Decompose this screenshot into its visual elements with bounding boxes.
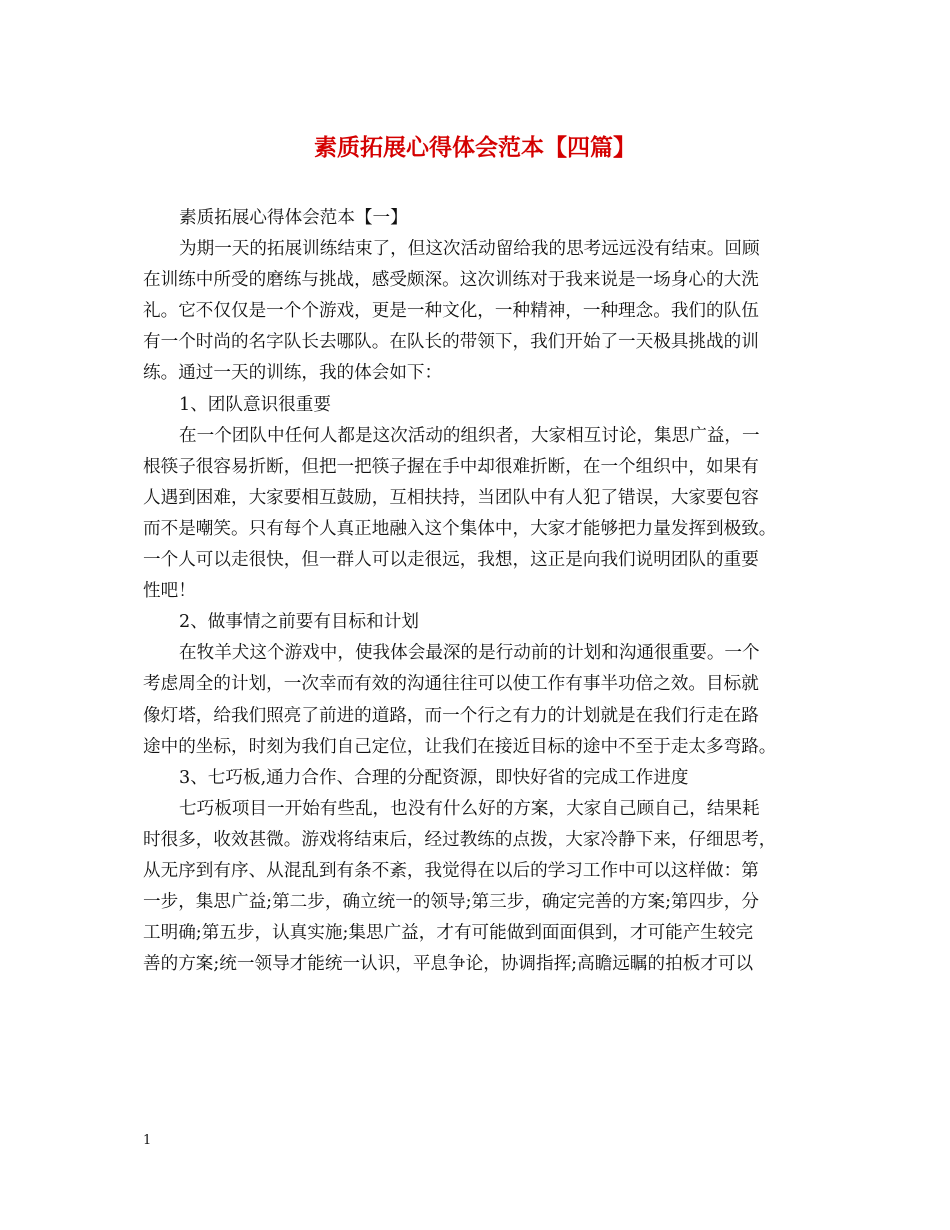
text-line: 素质拓展心得体会范本【一】: [179, 208, 408, 228]
text-line: 有一个时尚的名字队长去哪队。在队长的带领下，我们开始了一天极具挑战的训: [143, 332, 759, 353]
text-line: 性吧！: [143, 581, 196, 602]
text-line: 工明确;第五步，认真实施;集思广益，才有可能做到面面俱到，才可能产生较完: [143, 923, 754, 944]
text-line: 3、七巧板,通力合作、合理的分配资源，即快好省的完成工作进度: [179, 767, 689, 788]
text-line: 练。通过一天的训练，我的体会如下：: [143, 363, 443, 384]
text-line: 在训练中所受的磨练与挑战，感受颇深。这次训练对于我来说是一场身心的大洗: [143, 270, 759, 291]
text-line: 时很多，收效甚微。游戏将结束后，经过教练的点拨，大家冷静下来，仔细思考，: [143, 829, 777, 850]
text-line: 在一个团队中任何人都是这次活动的组织者，大家相互讨论，集思广益，一: [179, 425, 760, 446]
text-line: 2、做事情之前要有目标和计划: [179, 612, 419, 633]
text-line: 善的方案;统一领导才能统一认识，平息争论，协调指挥;高瞻远瞩的拍板才可以: [143, 954, 754, 975]
text-line: 根筷子很容易折断，但把一把筷子握在手中却很难折断，在一个组织中，如果有: [143, 456, 759, 477]
text-line: 人遇到困难，大家要相互鼓励，互相扶持，当团队中有人犯了错误，大家要包容: [143, 487, 759, 508]
text-line: 而不是嘲笑。只有每个人真正地融入这个集体中，大家才能够把力量发挥到极致。: [143, 518, 777, 539]
text-line: 礼。它不仅仅是一个个游戏，更是一种文化，一种精神，一种理念。我们的队伍: [143, 301, 759, 322]
text-line: 途中的坐标，时刻为我们自己定位，让我们在接近目标的途中不至于走太多弯路。: [143, 736, 777, 757]
text-line: 考虑周全的计划，一次幸而有效的沟通往往可以使工作有事半功倍之效。目标就: [143, 674, 759, 695]
text-line: 为期一天的拓展训练结束了，但这次活动留给我的思考远远没有结束。回顾: [179, 239, 760, 260]
text-line: 七巧板项目一开始有些乱，也没有什么好的方案，大家自己顾自己，结果耗: [179, 798, 760, 819]
document-title: 素质拓展心得体会范本【四篇】: [314, 134, 636, 161]
text-line: 像灯塔，给我们照亮了前进的道路，而一个行之有力的计划就是在我们行走在路: [143, 705, 759, 726]
text-line: 一个人可以走很快，但一群人可以走很远，我想，这正是向我们说明团队的重要: [143, 550, 759, 571]
document-body: [143, 203, 809, 980]
text-line: 在牧羊犬这个游戏中，使我体会最深的是行动前的计划和沟通很重要。一个: [179, 643, 760, 664]
text-line: 一步，集思广益;第二步，确立统一的领导;第三步，确定完善的方案;第四步，分: [143, 892, 759, 913]
page-number: 1: [143, 1133, 152, 1148]
text-line: 1、团队意识很重要: [179, 394, 331, 415]
text-line: 从无序到有序、从混乱到有条不紊，我觉得在以后的学习工作中可以这样做：第: [143, 860, 759, 881]
